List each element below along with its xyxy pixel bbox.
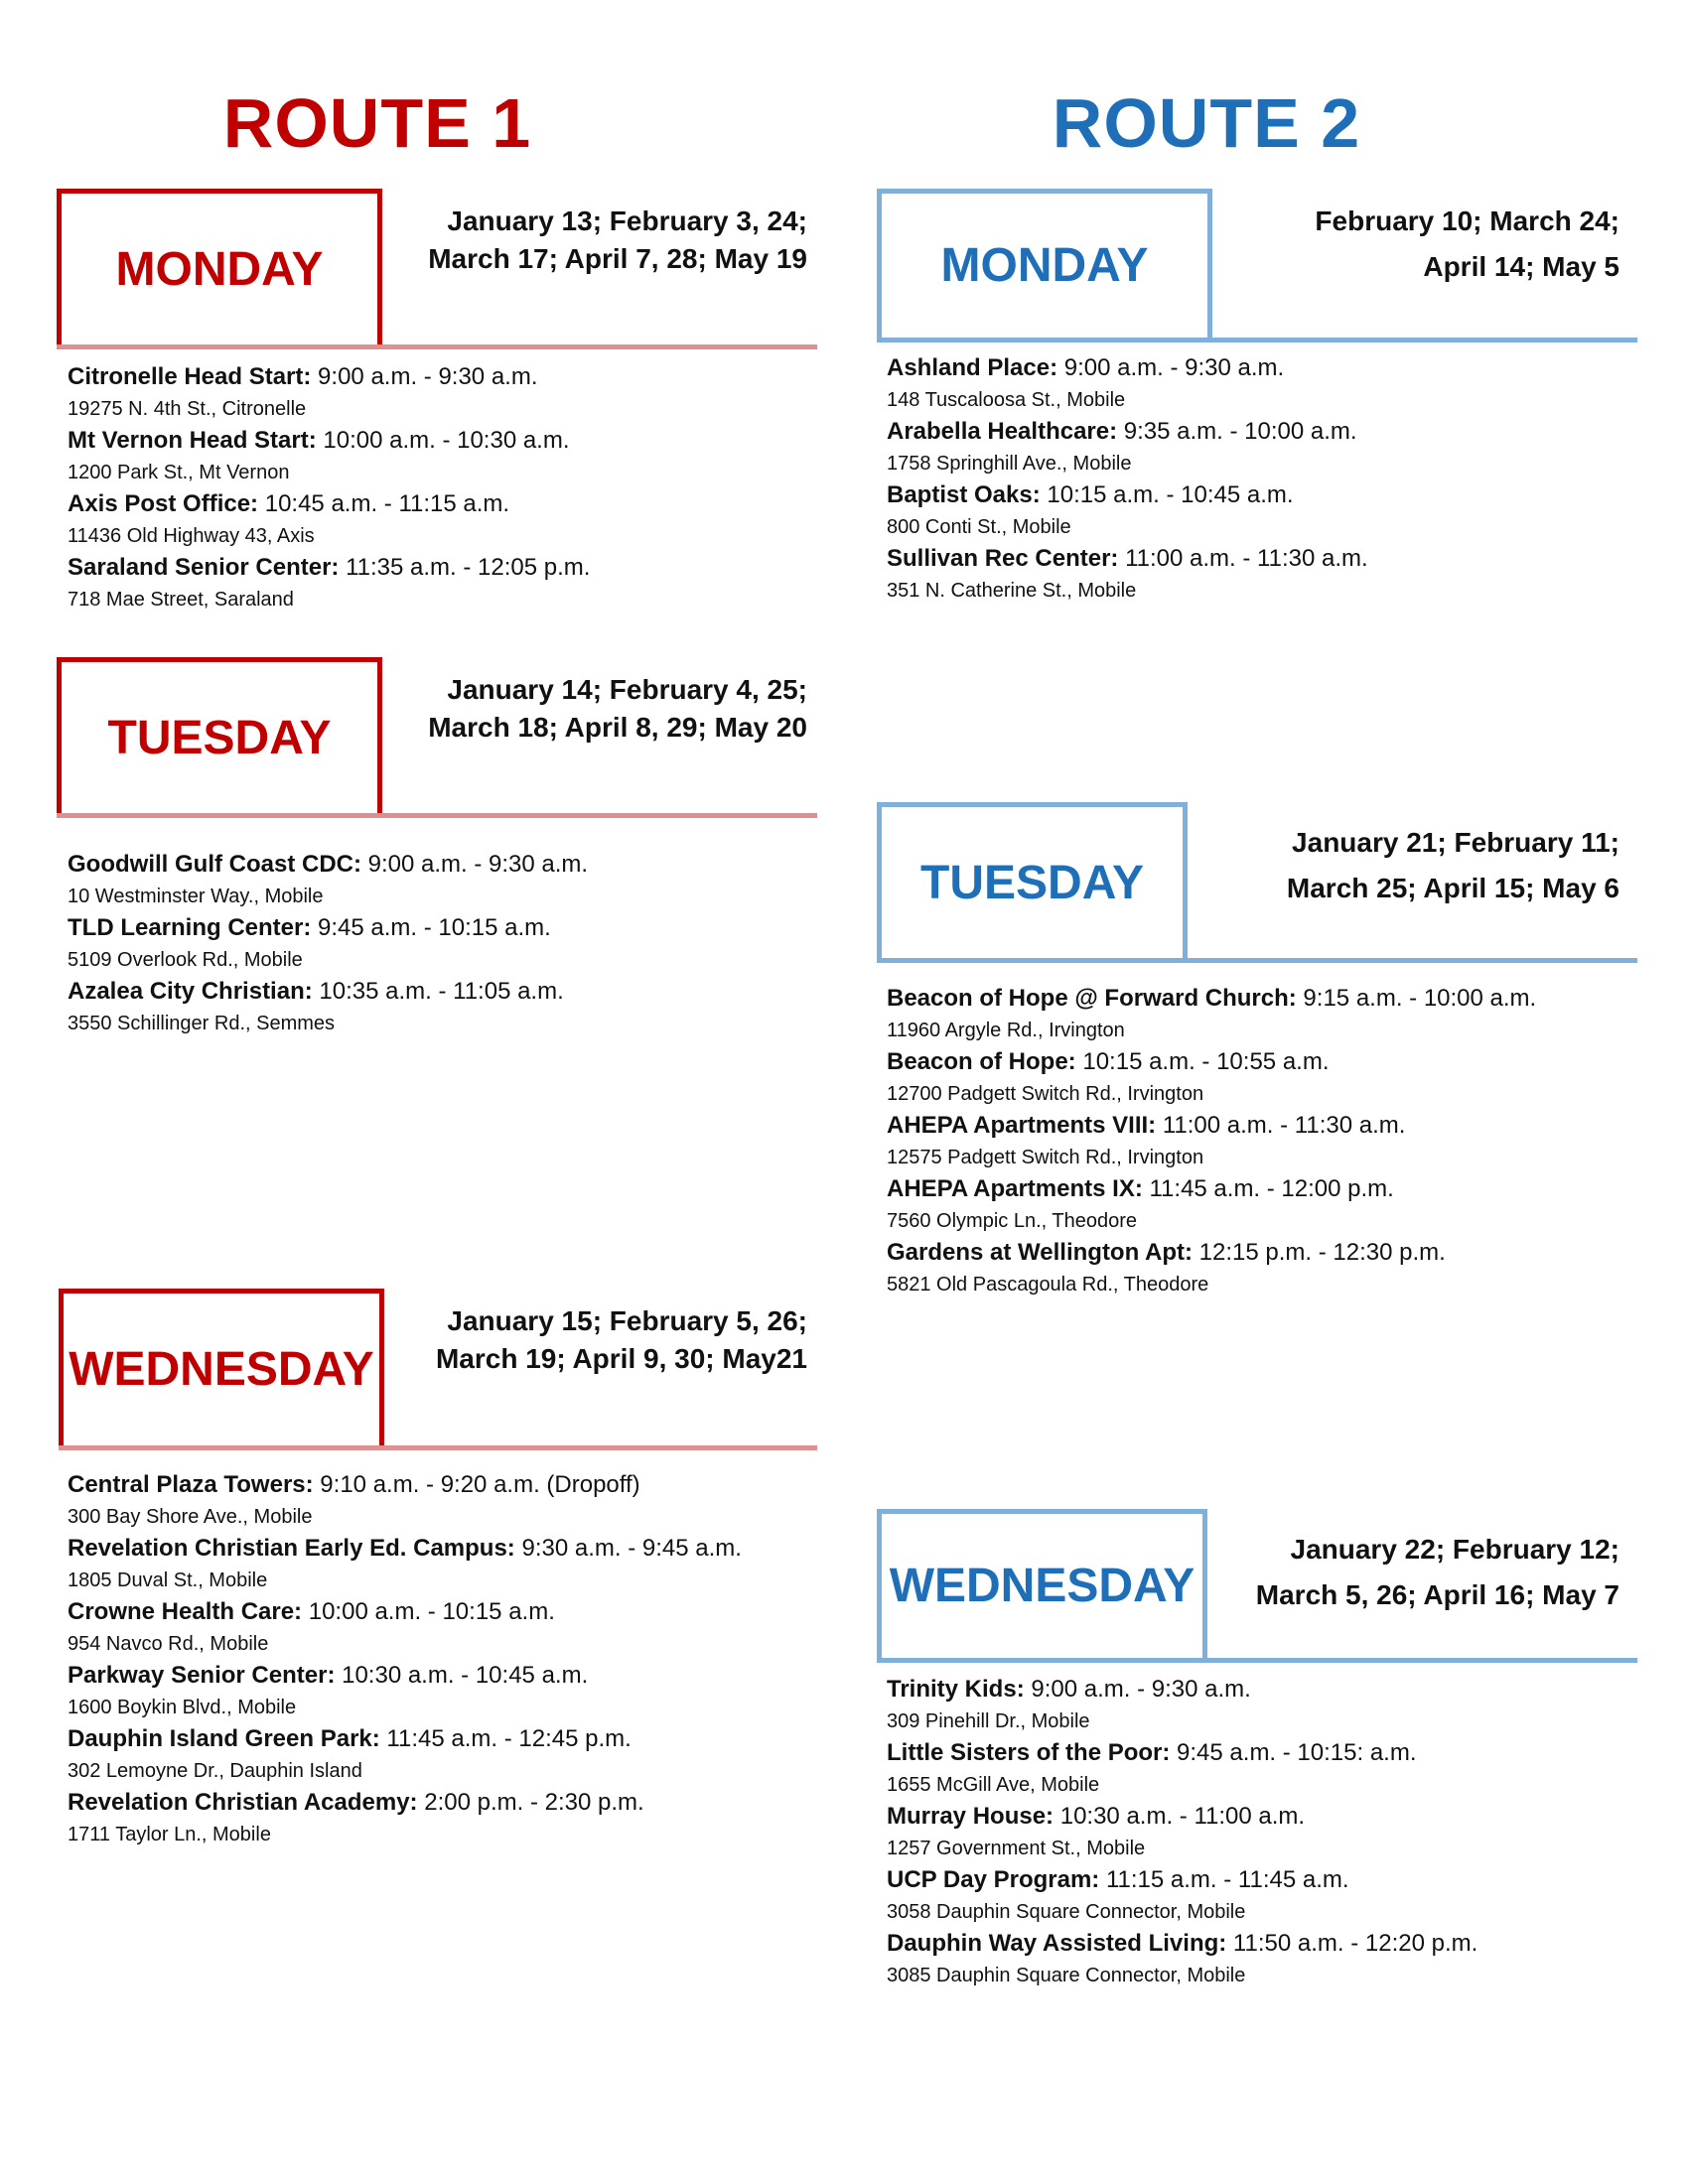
stop-address: 1711 Taylor Ln., Mobile (68, 1824, 271, 1845)
stop-name: Goodwill Gulf Coast CDC: (68, 851, 361, 878)
day-label-box (59, 1289, 384, 1445)
stop-address: 1600 Boykin Blvd., Mobile (68, 1697, 297, 1718)
stop-name: Mt Vernon Head Start: (68, 427, 317, 454)
stop-item (68, 552, 590, 615)
stop-address: 12700 Padgett Switch Rd., Irvington (887, 1083, 1204, 1105)
schedule-dates (1219, 1527, 1619, 1618)
stop-time: 10:15 a.m. - 10:55 a.m. (1075, 1048, 1330, 1075)
stop-name: Ashland Place: (887, 354, 1058, 381)
stop-time: 10:00 a.m. - 10:30 a.m. (316, 427, 570, 454)
stop-time: 9:00 a.m. - 9:30 a.m. (311, 363, 538, 390)
stop-item (887, 1737, 1477, 1801)
route-1-tuesday-stops (68, 849, 588, 1039)
stop-name: Central Plaza Towers: (68, 1471, 314, 1498)
stop-item (68, 1469, 742, 1533)
stop-time: 10:30 a.m. - 11:00 a.m. (1054, 1803, 1306, 1830)
stop-time: 9:30 a.m. - 9:45 a.m. (514, 1535, 742, 1562)
stop-time: 9:45 a.m. - 10:15: a.m. (1170, 1739, 1417, 1766)
stop-name: Beacon of Hope: (887, 1048, 1076, 1075)
day-label: WEDNESDAY (889, 1560, 1196, 1612)
stop-time: 9:00 a.m. - 9:30 a.m. (1024, 1676, 1251, 1703)
header-rule (877, 958, 1637, 963)
stop-item (887, 1173, 1536, 1237)
stop-time: 9:00 a.m. - 9:30 a.m. (360, 851, 589, 878)
dates-line: January 13; February 3, 24; (447, 205, 807, 236)
day-label: TUESDAY (107, 711, 332, 764)
stop-time: 9:10 a.m. - 9:20 a.m. (Dropoff) (313, 1471, 640, 1498)
stop-time: 10:00 a.m. - 10:15 a.m. (302, 1598, 555, 1625)
stop-item (887, 1864, 1477, 1928)
stop-item (68, 976, 588, 1039)
header-rule (877, 1658, 1637, 1663)
stop-name: Citronelle Head Start: (68, 363, 312, 390)
stop-name: Axis Post Office: (68, 490, 259, 517)
stop-time: 9:35 a.m. - 10:00 a.m. (1117, 418, 1357, 445)
dates-line: March 17; April 7, 28; May 19 (428, 243, 807, 274)
stop-address: 3550 Schillinger Rd., Semmes (68, 1013, 336, 1034)
route-1-monday-stops (68, 361, 590, 615)
stop-item (887, 416, 1368, 479)
route-2-title: ROUTE 2 (1052, 84, 1361, 162)
stop-time: 11:00 a.m. - 11:30 a.m. (1118, 545, 1368, 572)
stop-name: Dauphin Way Assisted Living: (887, 1930, 1227, 1957)
schedule-dates (1204, 820, 1619, 911)
dates-line: March 18; April 8, 29; May 20 (428, 712, 807, 743)
dates-line: January 14; February 4, 25; (447, 674, 807, 705)
day-label: WEDNESDAY (69, 1343, 374, 1396)
stop-item (887, 1110, 1536, 1173)
stop-address: 1805 Duval St., Mobile (68, 1570, 268, 1591)
dates-line: January 15; February 5, 26; (447, 1305, 807, 1336)
stop-item (68, 849, 588, 912)
stop-name: Revelation Christian Early Ed. Campus: (68, 1535, 515, 1562)
route-2-wednesday-header (877, 1509, 1637, 1663)
day-label-box (877, 1509, 1207, 1658)
header-rule (57, 813, 817, 818)
dates-line: March 25; April 15; May 6 (1286, 873, 1619, 903)
stop-item (68, 1596, 742, 1660)
day-label-box (877, 802, 1188, 958)
route-1-monday-header (57, 189, 817, 349)
dates-line: March 19; April 9, 30; May21 (435, 1343, 807, 1374)
stop-time: 12:15 p.m. - 12:30 p.m. (1193, 1239, 1446, 1266)
stop-name: Beacon of Hope @ Forward Church: (887, 985, 1297, 1012)
stop-name: Azalea City Christian: (68, 978, 313, 1005)
stop-time: 10:35 a.m. - 11:05 a.m. (312, 978, 564, 1005)
stop-item (887, 479, 1368, 543)
stop-address: 302 Lemoyne Dr., Dauphin Island (68, 1760, 362, 1782)
stop-name: Gardens at Wellington Apt: (887, 1239, 1194, 1266)
stop-address: 1758 Springhill Ave., Mobile (887, 453, 1132, 475)
schedule-dates (394, 203, 807, 278)
stop-address: 300 Bay Shore Ave., Mobile (68, 1506, 313, 1528)
stop-name: AHEPA Apartments VIII: (887, 1112, 1157, 1139)
stop-time: 10:45 a.m. - 11:15 a.m. (258, 490, 510, 517)
stop-address: 309 Pinehill Dr., Mobile (887, 1710, 1090, 1732)
stop-time: 11:50 a.m. - 12:20 p.m. (1226, 1930, 1478, 1957)
stop-address: 10 Westminster Way., Mobile (68, 886, 324, 907)
stop-address: 1200 Park St., Mt Vernon (68, 462, 290, 483)
stop-name: Arabella Healthcare: (887, 418, 1118, 445)
stop-address: 5109 Overlook Rd., Mobile (68, 949, 303, 971)
day-label-box (57, 189, 382, 344)
stop-item (68, 912, 588, 976)
stop-item (887, 352, 1368, 416)
stop-name: Baptist Oaks: (887, 481, 1041, 508)
stop-address: 5821 Old Pascagoula Rd., Theodore (887, 1274, 1209, 1296)
stop-name: Little Sisters of the Poor: (887, 1739, 1171, 1766)
stop-time: 2:00 p.m. - 2:30 p.m. (417, 1789, 644, 1816)
stop-item (68, 1660, 742, 1723)
stop-item (68, 361, 590, 425)
stop-time: 11:35 a.m. - 12:05 p.m. (339, 554, 591, 581)
stop-address: 11960 Argyle Rd., Irvington (887, 1020, 1125, 1041)
stop-time: 10:15 a.m. - 10:45 a.m. (1040, 481, 1294, 508)
header-rule (59, 1445, 817, 1450)
header-rule (57, 344, 817, 349)
route-2-tuesday-stops (887, 983, 1536, 1300)
stop-address: 1655 McGill Ave, Mobile (887, 1774, 1100, 1796)
stop-time: 11:15 a.m. - 11:45 a.m. (1099, 1866, 1349, 1893)
dates-line: March 5, 26; April 16; May 7 (1255, 1579, 1619, 1610)
day-label-box (877, 189, 1212, 338)
stop-address: 718 Mae Street, Saraland (68, 589, 294, 611)
route-1-wednesday-header (59, 1289, 817, 1450)
day-label: MONDAY (115, 242, 324, 296)
stop-address: 3058 Dauphin Square Connector, Mobile (887, 1901, 1246, 1923)
dates-line: January 21; February 11; (1292, 827, 1619, 858)
stop-name: Revelation Christian Academy: (68, 1789, 418, 1816)
stop-address: 3085 Dauphin Square Connector, Mobile (887, 1965, 1246, 1986)
stop-item (887, 1237, 1536, 1300)
stop-time: 10:30 a.m. - 10:45 a.m. (335, 1662, 589, 1689)
stop-item (887, 1674, 1477, 1737)
stop-time: 11:45 a.m. - 12:45 p.m. (379, 1725, 632, 1752)
stop-address: 351 N. Catherine St., Mobile (887, 580, 1137, 602)
stop-address: 148 Tuscaloosa St., Mobile (887, 389, 1126, 411)
stop-item (887, 1928, 1477, 1991)
stop-time: 11:00 a.m. - 11:30 a.m. (1156, 1112, 1406, 1139)
stop-address: 7560 Olympic Ln., Theodore (887, 1210, 1138, 1232)
stop-address: 12575 Padgett Switch Rd., Irvington (887, 1147, 1204, 1168)
stop-name: Trinity Kids: (887, 1676, 1025, 1703)
stop-item (68, 425, 590, 488)
day-label: TUESDAY (920, 856, 1144, 909)
schedule-dates (1224, 199, 1619, 290)
stop-address: 800 Conti St., Mobile (887, 516, 1071, 538)
stop-name: Dauphin Island Green Park: (68, 1725, 380, 1752)
route-1-title: ROUTE 1 (222, 84, 532, 162)
stop-address: 954 Navco Rd., Mobile (68, 1633, 269, 1655)
route-2-tuesday-header (877, 802, 1637, 963)
route-2-monday-stops (887, 352, 1368, 607)
stop-name: Parkway Senior Center: (68, 1662, 336, 1689)
dates-line: January 22; February 12; (1290, 1534, 1619, 1565)
dates-line: April 14; May 5 (1423, 251, 1619, 282)
stop-item (68, 1787, 742, 1850)
stop-item (68, 1723, 742, 1787)
stop-time: 9:45 a.m. - 10:15 a.m. (311, 914, 551, 941)
route-1-tuesday-header (57, 657, 817, 818)
stop-time: 9:00 a.m. - 9:30 a.m. (1057, 354, 1285, 381)
day-label-box (57, 657, 382, 813)
stop-item (887, 543, 1368, 607)
stop-address: 11436 Old Highway 43, Axis (68, 525, 315, 547)
stop-item (887, 1801, 1477, 1864)
header-rule (877, 338, 1637, 342)
stop-name: Murray House: (887, 1803, 1055, 1830)
stop-item (68, 488, 590, 552)
stop-name: Sullivan Rec Center: (887, 545, 1119, 572)
stop-item (887, 983, 1536, 1046)
route-2-wednesday-stops (887, 1674, 1477, 1991)
stop-name: TLD Learning Center: (68, 914, 312, 941)
stop-item (887, 1046, 1536, 1110)
stop-address: 19275 N. 4th St., Citronelle (68, 398, 307, 420)
schedule-dates (394, 671, 807, 747)
day-label: MONDAY (940, 239, 1149, 292)
stop-name: Saraland Senior Center: (68, 554, 340, 581)
stop-time: 11:45 a.m. - 12:00 p.m. (1142, 1175, 1394, 1202)
stop-address: 1257 Government St., Mobile (887, 1838, 1146, 1859)
stop-name: Crowne Health Care: (68, 1598, 303, 1625)
dates-line: February 10; March 24; (1315, 205, 1619, 236)
schedule-dates (396, 1302, 807, 1378)
route-1-wednesday-stops (68, 1469, 742, 1850)
stop-item (68, 1533, 742, 1596)
stop-name: UCP Day Program: (887, 1866, 1100, 1893)
stop-time: 9:15 a.m. - 10:00 a.m. (1296, 985, 1537, 1012)
route-2-monday-header (877, 189, 1637, 342)
stop-name: AHEPA Apartments IX: (887, 1175, 1143, 1202)
